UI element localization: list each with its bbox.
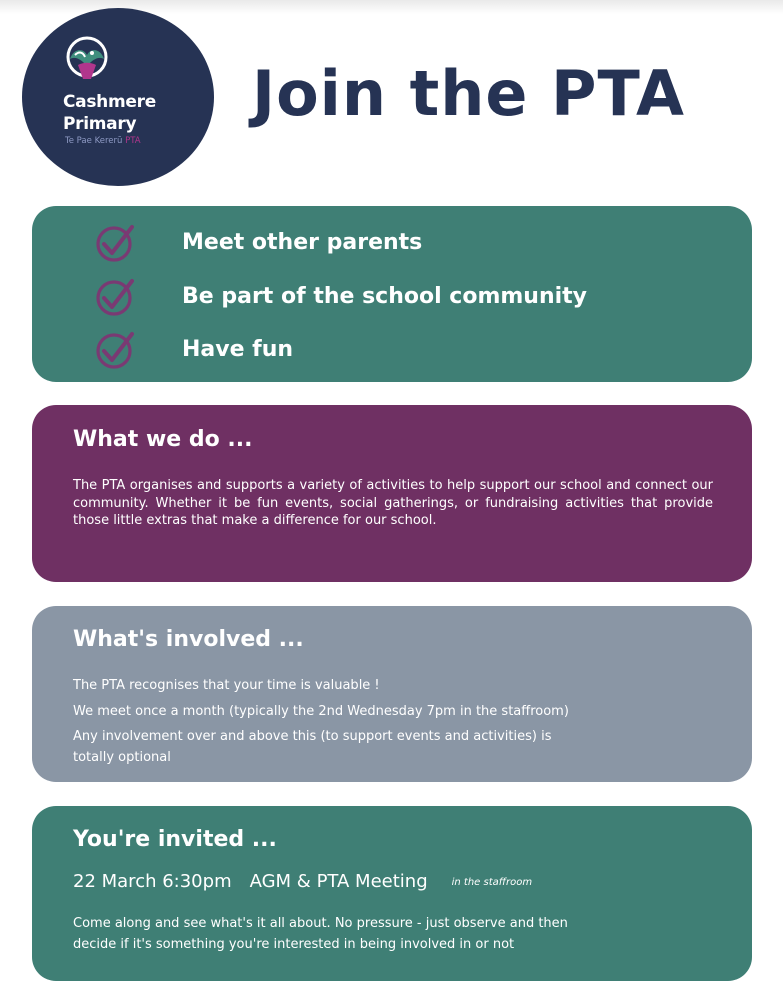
logo-subtitle: [65, 136, 141, 146]
invite-text-line: decide if it's something you're interested in being involved in or not: [73, 937, 515, 952]
involved-line: totally optional: [73, 750, 171, 765]
check-circle-icon: [92, 330, 140, 370]
invite-card: [32, 806, 752, 981]
benefits-card: [32, 206, 752, 382]
whats-involved-heading: What's involved ...: [73, 627, 304, 652]
what-we-do-card: [32, 405, 752, 582]
logo-subtitle-text: Te Pae Kererū: [65, 136, 123, 146]
school-name: [63, 91, 156, 135]
involved-line: Any involvement over and above this (to support events and activities) is: [73, 729, 552, 744]
school-name-line1: Cashmere: [63, 92, 156, 112]
benefit-text: Meet other parents: [182, 230, 423, 255]
school-logo: [22, 8, 214, 186]
what-we-do-heading: What we do ...: [73, 427, 253, 452]
logo-subtitle-pta: PTA: [125, 136, 141, 146]
benefit-text: Be part of the school community: [182, 284, 588, 309]
involved-line: The PTA recognises that your time is valuable !: [73, 678, 380, 693]
event-details: [73, 870, 532, 894]
page-title: Join the PTA: [252, 57, 685, 130]
involved-line: We meet once a month (typically the 2nd Wednesday 7pm in the staffroom): [73, 704, 569, 719]
invite-heading: You're invited ...: [73, 827, 277, 852]
what-we-do-text: The PTA organises and supports a variety of activities to help support our school and connect our community. Whether it be fun events, social gatherings, or fundraising activities that provide those little extras that make a difference for our school.: [73, 478, 713, 528]
event-date-time: 22 March 6:30pm: [73, 871, 232, 892]
event-title: AGM & PTA Meeting: [249, 871, 428, 892]
check-circle-icon: [92, 277, 140, 317]
event-location: in the staffroom: [451, 877, 533, 888]
school-name-line2: Primary: [63, 114, 137, 134]
check-circle-icon: [92, 223, 140, 263]
kereru-bird-icon: [61, 35, 113, 87]
benefit-text: Have fun: [182, 337, 294, 362]
whats-involved-card: [32, 606, 752, 782]
invite-text-line: Come along and see what's it all about. No pressure - just observe and then: [73, 916, 568, 931]
